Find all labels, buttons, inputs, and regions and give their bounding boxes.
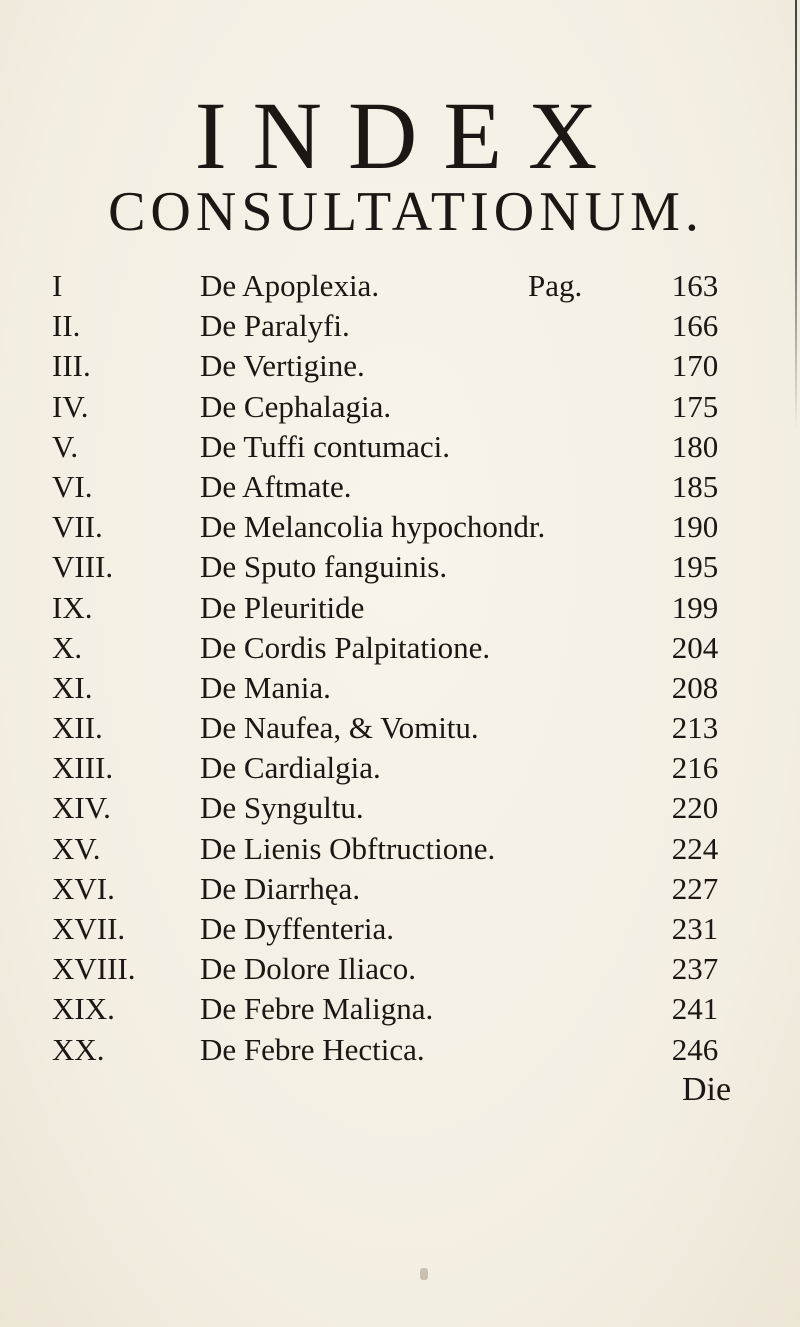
entry-page: 199 — [671, 589, 719, 625]
entry-title: De Dyffenteria. — [200, 911, 394, 946]
entry-page: 190 — [671, 509, 719, 545]
entry-number: IV. — [52, 388, 89, 424]
entry-page: 185 — [671, 468, 719, 504]
entry-title: De Lienis Obftructione. — [200, 830, 496, 866]
entry-page: 224 — [671, 830, 719, 866]
entry-title: De Naufea, & Vomitu. — [200, 710, 479, 746]
index-entry — [0, 949, 800, 989]
index-entry — [0, 909, 800, 949]
entry-title: De Vertigine. — [200, 348, 365, 384]
entry-number: VI. — [52, 468, 93, 504]
entry-number: VII. — [52, 509, 103, 545]
index-entry — [0, 266, 800, 306]
entry-page: 170 — [671, 348, 719, 384]
entry-title: De Tuffi contumaci. — [200, 428, 450, 464]
index-entry — [0, 306, 800, 346]
entry-number: I — [52, 268, 63, 303]
entry-number: XVI. — [52, 870, 115, 906]
index-entry — [0, 628, 800, 668]
entry-page: 175 — [671, 388, 719, 424]
index-entry — [0, 387, 800, 427]
entry-number: V. — [52, 428, 79, 464]
entry-title: De Cordis Palpitatione. — [200, 629, 491, 665]
entry-page: 204 — [671, 629, 719, 665]
entry-title: De Sputo fanguinis. — [200, 549, 448, 585]
page-subtitle: CONSULTATIONUM. — [108, 181, 704, 243]
index-entry — [0, 427, 800, 467]
entry-title: De Febre Hectica. — [200, 1031, 425, 1067]
entry-title: De Paralyfi. — [200, 308, 350, 344]
entry-title: De Syngultu. — [200, 790, 364, 826]
index-entry — [0, 829, 800, 869]
entry-number: XX. — [52, 1031, 105, 1067]
pag-label: Pag. — [528, 268, 583, 303]
catchword: Die — [682, 1071, 732, 1108]
ink-smudge — [420, 1268, 428, 1280]
entry-number: XIII. — [52, 750, 114, 786]
index-entry — [0, 1030, 800, 1070]
entry-page: 180 — [671, 428, 719, 464]
entry-number: II. — [52, 308, 81, 344]
entry-page: 227 — [671, 870, 719, 906]
entry-number: III. — [52, 348, 91, 384]
page-title: INDEX — [194, 82, 624, 189]
index-entry — [0, 788, 800, 828]
entry-title: De Dolore Iliaco. — [200, 951, 417, 987]
entry-number: VIII. — [52, 549, 114, 585]
entry-page: 231 — [671, 911, 719, 946]
entry-number: XI. — [52, 669, 93, 705]
entry-title: De Apoplexia. — [200, 268, 380, 303]
index-list — [0, 266, 800, 1070]
entry-page: 213 — [671, 710, 719, 746]
entry-number: XIV. — [52, 790, 111, 826]
entry-number: X. — [52, 629, 83, 665]
index-entry — [0, 668, 800, 708]
index-entry — [0, 708, 800, 748]
entry-title: De Febre Maligna. — [200, 991, 434, 1027]
index-entry — [0, 748, 800, 788]
entry-number: XVII. — [52, 911, 126, 946]
entry-title: De Pleuritide — [200, 589, 365, 625]
entry-number: XIX. — [52, 991, 115, 1027]
entry-title: De Melancolia hypochondr. — [200, 509, 546, 545]
entry-page: 163 — [671, 268, 719, 303]
entry-page: 241 — [671, 991, 719, 1027]
index-entry — [0, 467, 800, 507]
entry-page: 246 — [671, 1031, 719, 1067]
entry-title: De Cardialgia. — [200, 750, 381, 786]
entry-number: XVIII. — [52, 951, 136, 987]
entry-page: 237 — [671, 951, 719, 987]
index-entry — [0, 588, 800, 628]
index-entry — [0, 869, 800, 909]
entry-number: IX. — [52, 589, 93, 625]
index-entry — [0, 346, 800, 386]
entry-page: 195 — [671, 549, 719, 585]
entry-page: 220 — [671, 790, 719, 826]
entry-page: 208 — [671, 669, 719, 705]
entry-page: 166 — [671, 308, 719, 344]
index-entry — [0, 989, 800, 1029]
entry-title: De Aftmate. — [200, 468, 352, 504]
entry-page: 216 — [671, 750, 719, 786]
entry-title: De Cephalagia. — [200, 388, 392, 424]
index-entry — [0, 547, 800, 587]
entry-title: De Diarrhęa. — [200, 870, 361, 906]
index-entry — [0, 507, 800, 547]
entry-number: XV. — [52, 830, 101, 866]
entry-number: XII. — [52, 710, 103, 746]
entry-title: De Mania. — [200, 669, 331, 705]
